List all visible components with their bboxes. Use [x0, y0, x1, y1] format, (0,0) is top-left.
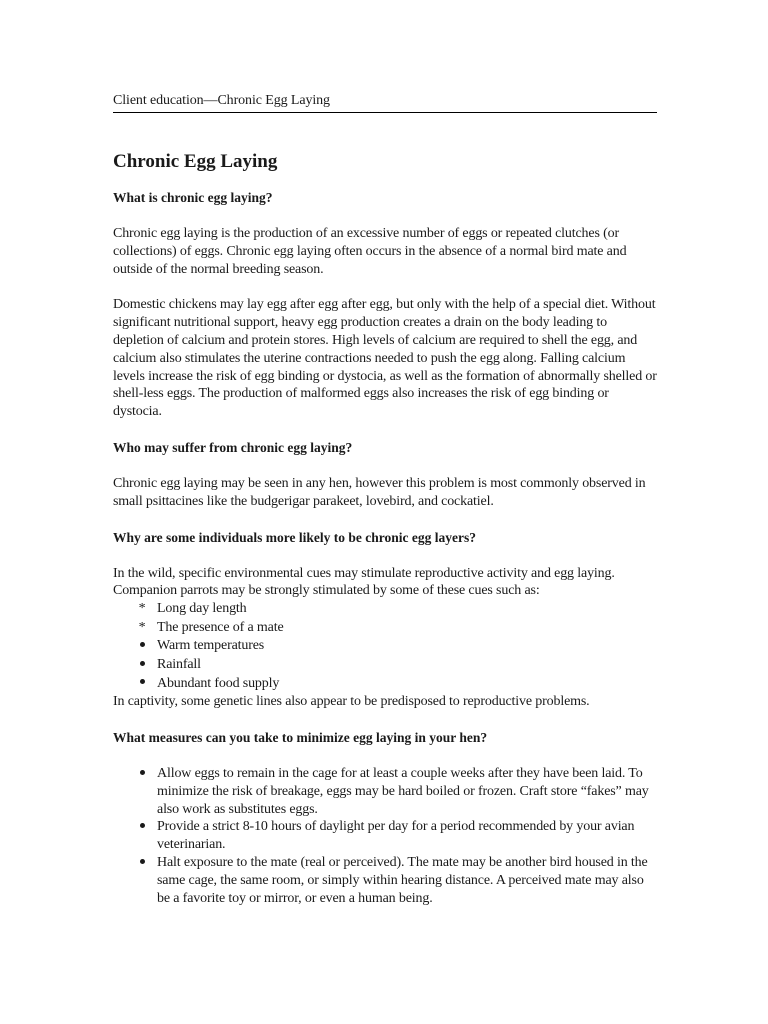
bullet-dot-icon [135, 818, 149, 836]
list-item-text: Allow eggs to remain in the cage for at least a couple weeks after they have been laid. To minimize the risk of breakage, eggs may be hard boiled or frozen. Craft store “fakes” may also work as substitutes eggs. [157, 765, 649, 817]
section-question-who: Who may suffer from chronic egg laying? [113, 439, 353, 455]
running-header: Client education—Chronic Egg Laying [113, 92, 657, 113]
paragraph-cues-intro: In the wild, specific environmental cues may stimulate reproductive activity and egg laying. Companion parrots may be strongly stimulated by some of these cues such as: [113, 565, 615, 599]
list-item-text: Provide a strict 8-10 hours of daylight per day for a period recommended by your avian veterinarian. [157, 819, 635, 853]
list-item [133, 854, 658, 907]
document-title: Chronic Egg Laying [113, 151, 278, 172]
list-item [133, 600, 658, 619]
list-item [133, 637, 658, 656]
list-item-text: Warm temperatures [157, 638, 265, 654]
paragraph-cues-outro: In captivity, some genetic lines also appear to be predisposed to reproductive problems. [113, 694, 590, 710]
list-item [133, 765, 658, 818]
asterisk-bullet-icon: * [138, 601, 146, 617]
list-item-text: Abundant food supply [157, 675, 280, 691]
measures-list [113, 765, 658, 907]
list-item-text: Halt exposure to the mate (real or perceived). The mate may be another bird housed in the same cage, the same room, or simply within hearing distance. A perceived mate may also be a favorite toy or mirror, or even a human being. [157, 854, 648, 906]
document-body [113, 150, 658, 907]
bullet-dot-icon [135, 765, 149, 783]
list-item-text: The presence of a mate [157, 619, 284, 635]
list-item [133, 656, 658, 675]
list-item [133, 619, 658, 638]
paragraph-calcium: Domestic chickens may lay egg after egg after egg, but only with the help of a special diet. Without significant nutritional support, heavy egg production creates a drain on the body leading to depletion of calcium and protein stores. High levels of calcium are required to shell the egg, and calcium also stimulates the uterine contractions needed to push the egg along. Falling calcium levels increase the risk of egg binding or dystocia, as well as the formation of abnormally shelled or shell-less eggs. The production of malformed eggs also increases the risk of egg binding or dystocia. [113, 297, 657, 420]
bullet-dot-icon [135, 675, 149, 694]
bullet-dot-icon [135, 854, 149, 872]
list-item-text: Rainfall [157, 656, 201, 672]
asterisk-bullet-icon: * [138, 619, 146, 635]
paragraph-definition: Chronic egg laying is the production of an excessive number of eggs or repeated clutches (or collections) of eggs. Chronic egg laying often occurs in the absence of a normal bird mate and outside of the normal breeding season. [113, 226, 627, 277]
section-question-why: Why are some individuals more likely to be chronic egg layers? [113, 529, 476, 545]
section-question-what-is: What is chronic egg laying? [113, 190, 273, 205]
list-item-text: Long day length [157, 601, 247, 617]
bullet-dot-icon [135, 637, 149, 656]
list-item [133, 818, 658, 854]
list-item [133, 675, 658, 694]
bullet-dot-icon [135, 656, 149, 675]
section-question-measures: What measures can you take to minimize egg laying in your hen? [113, 729, 488, 745]
cues-list [113, 600, 658, 693]
paragraph-who: Chronic egg laying may be seen in any hen, however this problem is most commonly observed in small psittacines like the budgerigar parakeet, lovebird, and cockatiel. [113, 475, 646, 509]
